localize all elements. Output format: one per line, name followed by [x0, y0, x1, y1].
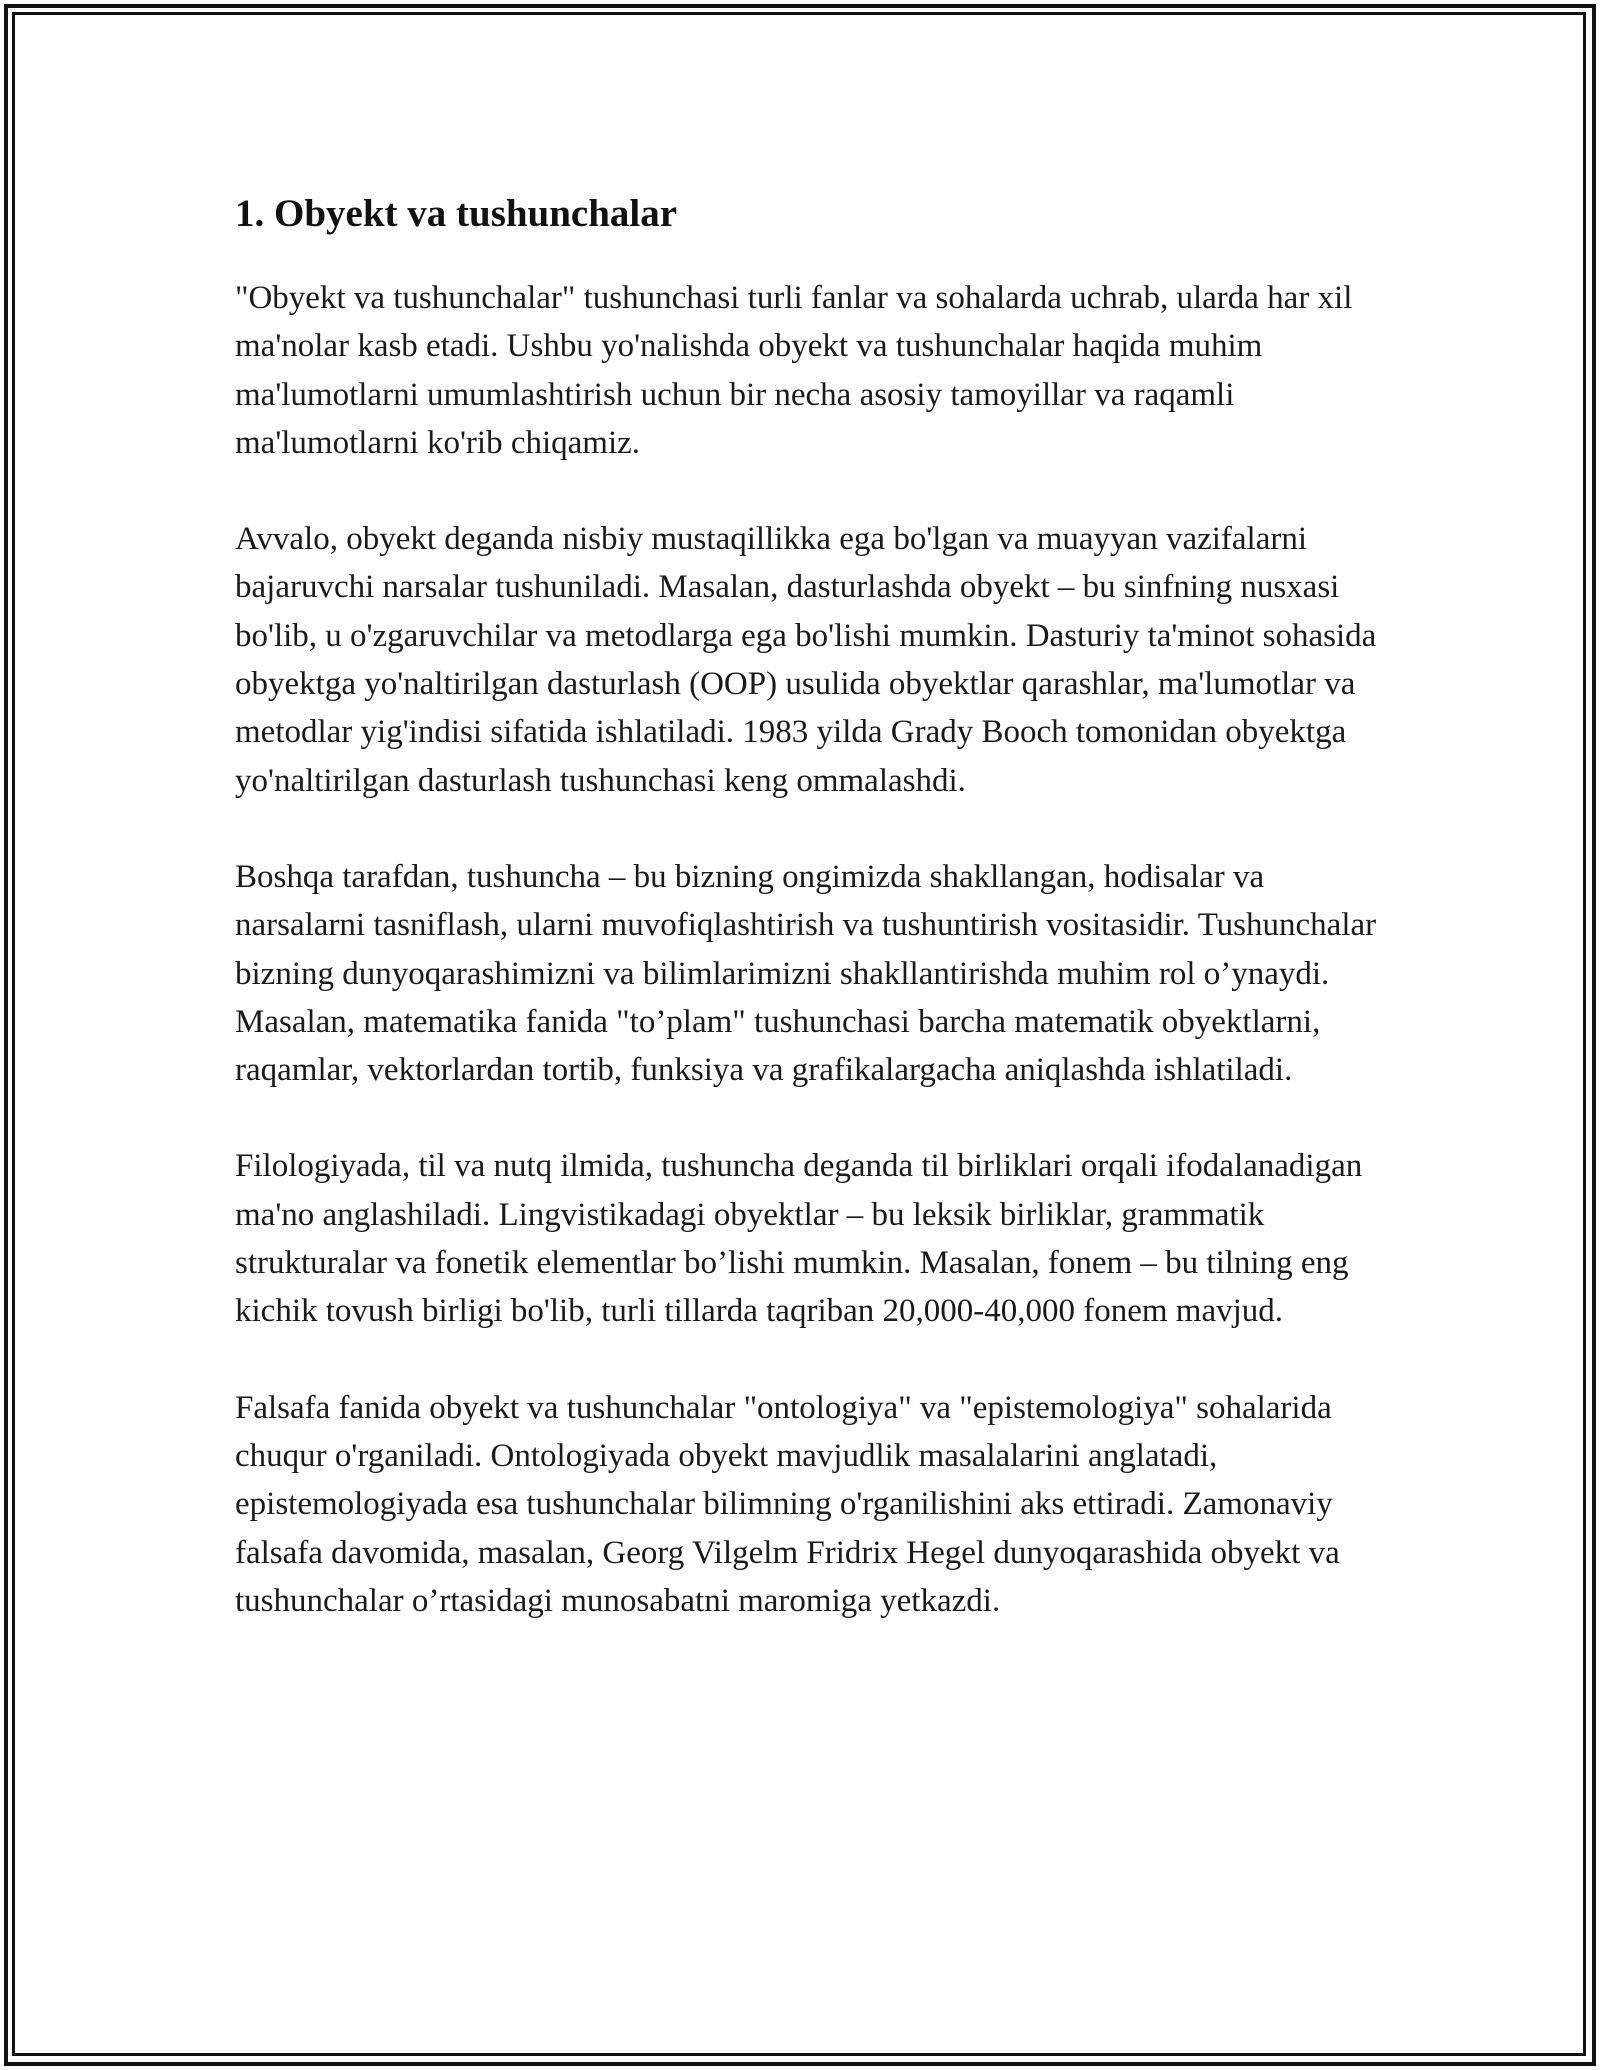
section-heading: 1. Obyekt va tushunchalar	[235, 192, 678, 235]
document-body	[235, 186, 1385, 1673]
paragraph-intro: "Obyekt va tushunchalar" tushunchasi turli fanlar va sohalarda uchrab, ularda har xil ma'nolar kasb etadi. Ushbu yo'nalishda obyekt va tushunchalar haqida muhim ma'lumotlarni umumlashtirish uchun bir necha asosiy tamoyillar va raqamli ma'lumotlarni ko'rib chiqamiz.	[235, 280, 1353, 461]
paragraph-concept-definition: Boshqa tarafdan, tushuncha – bu bizning ongimizda shakllangan, hodisalar va narsalarni tasniflash, ularni muvofiqlashtirish va tushuntirish vositasidir. Tushunchalar bizning dunyoqarashimizni va bilimlarimizni shakllantirishda muhim rol o’ynaydi. Masalan, matematika fanida "to’plam" tushunchasi barcha matematik obyektlarni, raqamlar, vektorlardan tortib, funksiya va grafikalargacha aniqlashda ishlatiladi.	[235, 858, 1377, 1089]
paragraph-philology: Filologiyada, til va nutq ilmida, tushuncha deganda til birliklari orqali ifodalanadigan ma'no anglashiladi. Lingvistikadagi obyektlar – bu leksik birliklar, grammatik strukturalar va fonetik elementlar bo’lishi mumkin. Masalan, fonem – bu tilning eng kichik tovush birligi bo'lib, turli tillarda taqriban 20,000-40,000 fonem mavjud.	[235, 1148, 1363, 1330]
paragraph-philosophy: Falsafa fanida obyekt va tushunchalar "ontologiya" va "epistemologiya" sohalarida chuqur o'rganiladi. Ontologiyada obyekt mavjudlik masalalarini anglatadi, epistemologiyada esa tushunchalar bilimning o'rganilishini aks ettiradi. Zamonaviy falsafa davomida, masalan, Georg Vilgelm Fridrix Hegel dunyoqarashida obyekt va tushunchalar o’rtasidagi munosabatni maromiga yetkazdi.	[235, 1389, 1340, 1619]
paragraph-object-definition: Avvalo, obyekt deganda nisbiy mustaqillikka ega bo'lgan va muayyan vazifalarni bajaruvchi narsalar tushuniladi. Masalan, dasturlashda obyekt – bu sinfning nusxasi bo'lib, u o'zgaruvchilar va metodlarga ega bo'lishi mumkin. Dasturiy ta'minot sohasida obyektga yo'naltirilgan dasturlash (OOP) usulida obyektlar qarashlar, ma'lumotlar va metodlar yig'indisi sifatida ishlatiladi. 1983 yilda Grady Booch tomonidan obyektga yo'naltirilgan dasturlash tushunchasi keng ommalashdi.	[235, 521, 1377, 799]
